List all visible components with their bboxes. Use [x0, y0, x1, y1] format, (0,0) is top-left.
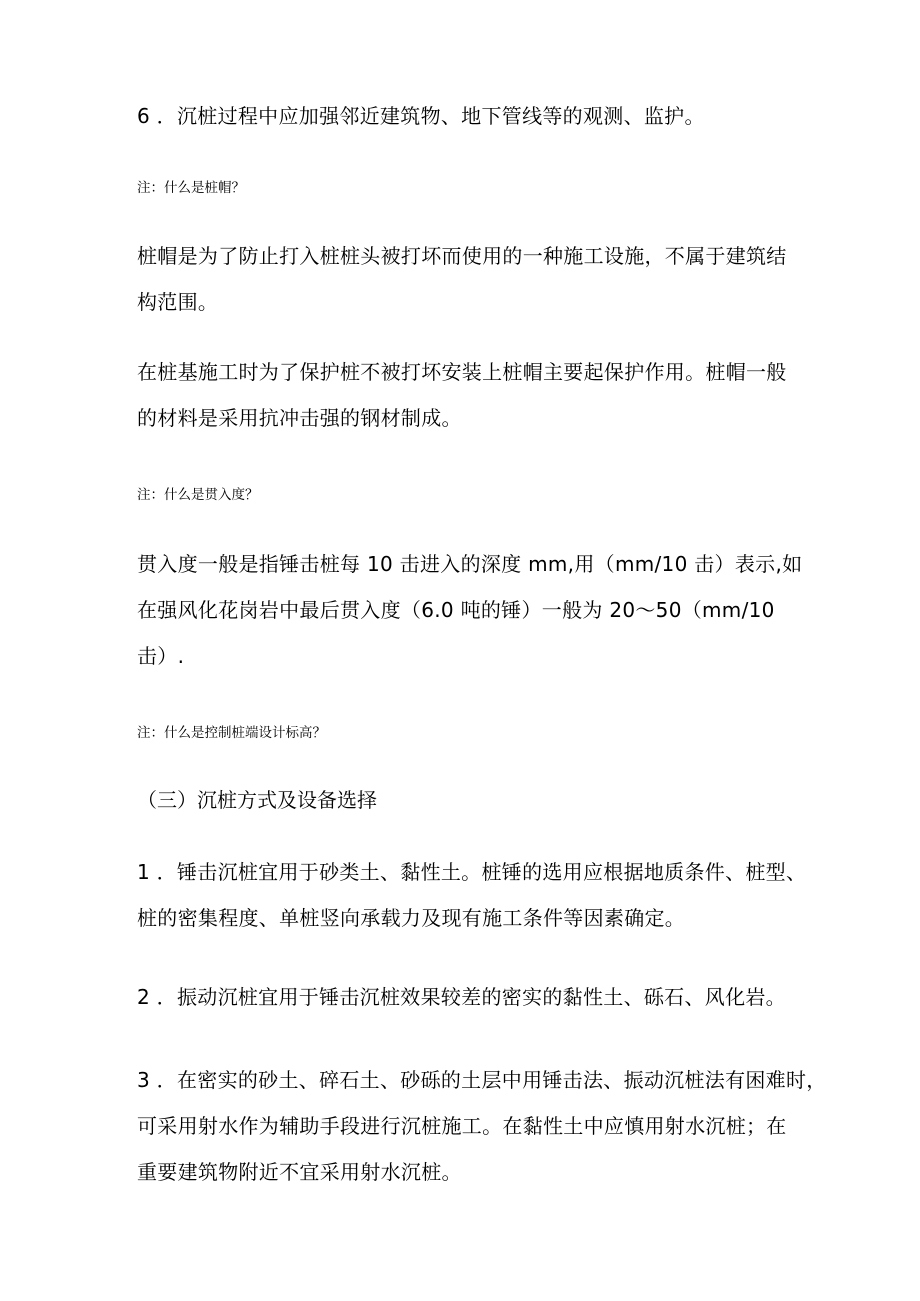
note-line: 注：什么是贯入度？ — [137, 487, 259, 503]
note-design-elevation — [137, 723, 797, 743]
paragraph-method-2 — [137, 974, 797, 1020]
text-line: 桩的密集程度、单桩竖向承载力及现有施工条件等因素确定。 — [137, 906, 686, 930]
section-heading-3 — [137, 786, 797, 814]
text-line: 的材料是采用抗冲击强的钢材制成。 — [137, 406, 462, 430]
text-line: 构范围。 — [137, 290, 219, 314]
paragraph-item-6 — [137, 93, 797, 139]
heading-line: （三）沉桩方式及设备选择 — [137, 788, 377, 812]
note-penetration — [137, 485, 797, 505]
note-line: 注：什么是控制桩端设计标高？ — [137, 725, 326, 741]
text-line: 可采用射水作为辅助手段进行沉桩施工。在黏性土中应慎用射水沉桩；在 — [137, 1114, 787, 1138]
text-line: 3 ．在密实的砂土、碎石土、砂砾的土层中用锤击法、振动沉桩法有困难时， — [137, 1068, 827, 1092]
paragraph-method-3 — [137, 1057, 827, 1195]
paragraph-penetration-definition — [137, 541, 803, 679]
note-line: 注：什么是桩帽？ — [137, 180, 245, 196]
text-line: 桩帽是为了防止打入桩桩头被打坏而使用的一种施工设施，不属于建筑结 — [137, 244, 787, 268]
text-line: 1 ．锤击沉桩宜用于砂类土、黏性土。桩锤的选用应根据地质条件、桩型、 — [137, 860, 807, 884]
paragraph-pile-cap-definition — [137, 233, 797, 325]
text-line: 2 ．振动沉桩宜用于锤击沉桩效果较差的密实的黏性土、砾石、风化岩。 — [137, 985, 786, 1009]
text-line: 重要建筑物附近不宜采用射水沉桩。 — [137, 1160, 462, 1184]
note-pile-cap — [137, 178, 797, 198]
text-line: 在桩基施工时为了保护桩不被打坏安装上桩帽主要起保护作用。桩帽一般 — [137, 360, 787, 384]
text-line: 贯入度一般是指锤击桩每 10 击进入的深度 mm,用（mm/10 击）表示,如 — [137, 552, 803, 576]
text-line: 6 ．沉桩过程中应加强邻近建筑物、地下管线等的观测、监护。 — [137, 104, 705, 128]
paragraph-method-1 — [137, 849, 807, 941]
text-line: 击）. — [137, 644, 185, 668]
text-line: 在强风化花岗岩中最后贯入度（6.0 吨的锤）一般为 20～50（mm/10 — [137, 598, 775, 622]
paragraph-pile-cap-material — [137, 349, 797, 441]
